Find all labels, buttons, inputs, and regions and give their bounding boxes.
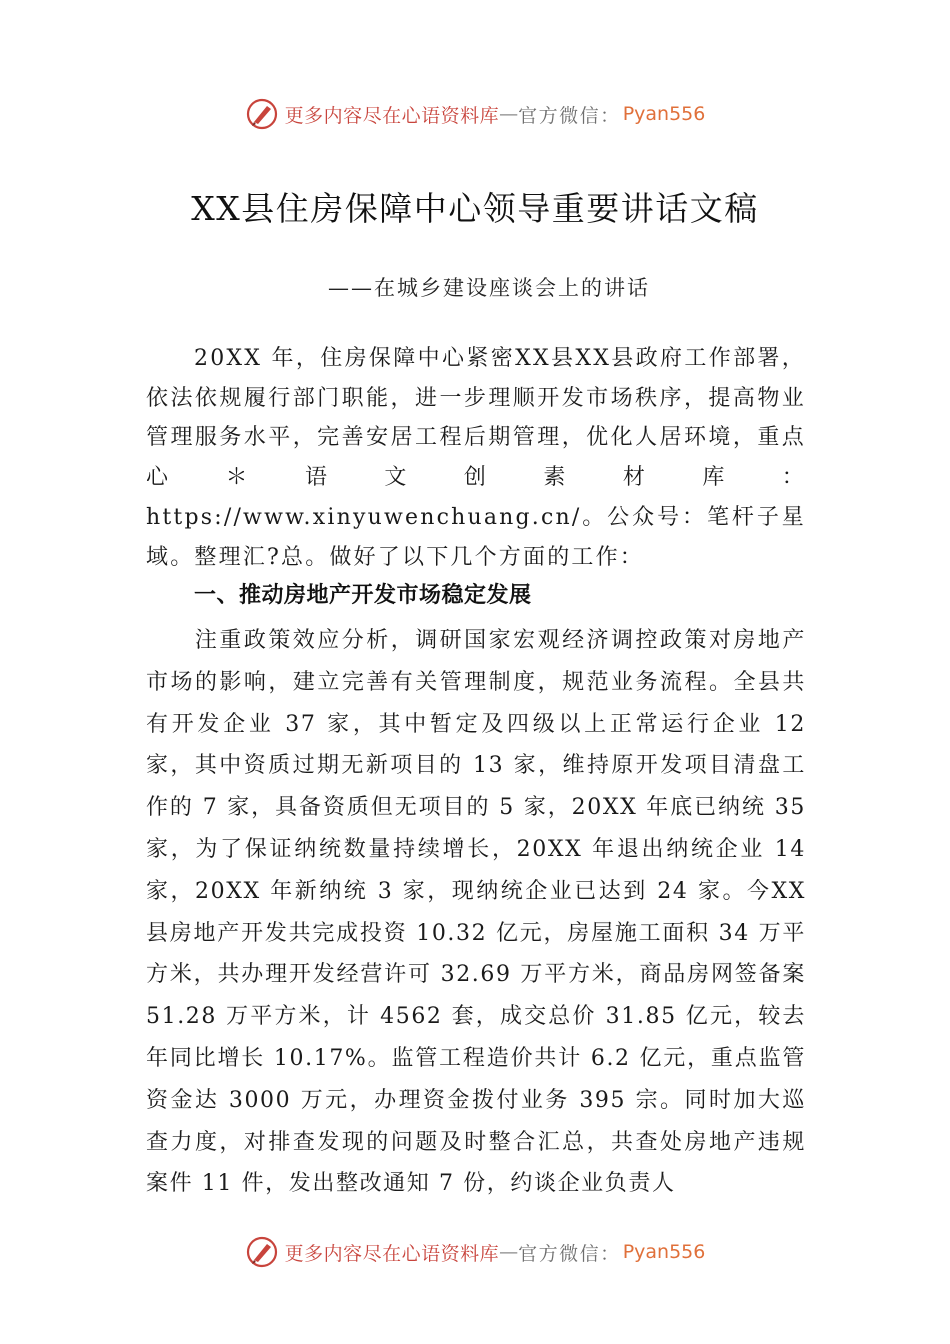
- section1-paragraph: [146, 620, 806, 1205]
- pen-logo-icon: [245, 97, 279, 131]
- banner-dash: —: [499, 1241, 519, 1263]
- document-title: XX县住房保障中心领导重要讲话文稿: [191, 189, 759, 228]
- banner-dash: —: [499, 103, 519, 125]
- banner-wechat-id: Pyan556: [622, 1241, 706, 1263]
- banner-wechat-id: Pyan556: [622, 103, 706, 125]
- banner-site-text: 更多内容尽在心语资料库: [284, 104, 500, 127]
- banner-wechat-label: 官方微信：: [518, 104, 621, 127]
- section1-heading: 一、推动房地产开发市场稳定发展: [194, 583, 532, 608]
- section1-paragraph-text: 注重政策效应分析，调研国家宏观经济调控政策对房地产市场的影响，建立完善有关管理制度，规范业务流程。全县共有开发企业 37 家，其中暂定及四级以上正常运行企业 12 家，其中资质过期无新项目的 13 家，维持原开发项目清盘工作的 7 家，具备资质但无项目的 5 家，20XX 年底已纳统 35 家，为了保证纳统数量持续增长，20XX 年退出纳统企业 14 家，20XX 年新纳统 3 家，现纳统企业已达到 24 家。今XX县房地产开发共完成投资 10.32 亿元，房屋施工面积 34 万平方米，共办理开发经营许可 32.69 万平方米，商品房网签备案 51.28 万平方米，计 4562 套，成交总价 31.85 亿元，较去年同比增长 10.17%。监管工程造价共计 6.2 亿元，重点监管资金达 3000 万元，办理资金拨付业务 395 宗。同时加大巡查力度，对排查发现的问题及时整合汇总，共查处房地产违规案件 11 件，发出整改通知 7 份，约谈企业负责人: [146, 628, 806, 1197]
- document-subtitle: ——在城乡建设座谈会上的讲话: [328, 276, 650, 300]
- banner-wechat-label: 官方微信：: [518, 1242, 621, 1265]
- pen-logo-icon: [245, 1235, 279, 1269]
- intro-paragraph: [146, 339, 806, 577]
- footer-watermark-banner: [0, 1232, 950, 1272]
- intro-paragraph-text: 20XX 年，住房保障中心紧密XX县XX县政府工作部署，依法依规履行部门职能，进一步理顺开发市场秩序，提高物业管理服务水平，完善安居工程后期管理，优化人居环境，重点心＊语文创素材库：https://www.xinyuwenchuang.cn/。公众号：笔杆子星域。整理汇?总。做好了以下几个方面的工作：: [146, 346, 806, 570]
- banner-site-text: 更多内容尽在心语资料库: [284, 1242, 500, 1265]
- header-watermark-banner: [0, 94, 950, 134]
